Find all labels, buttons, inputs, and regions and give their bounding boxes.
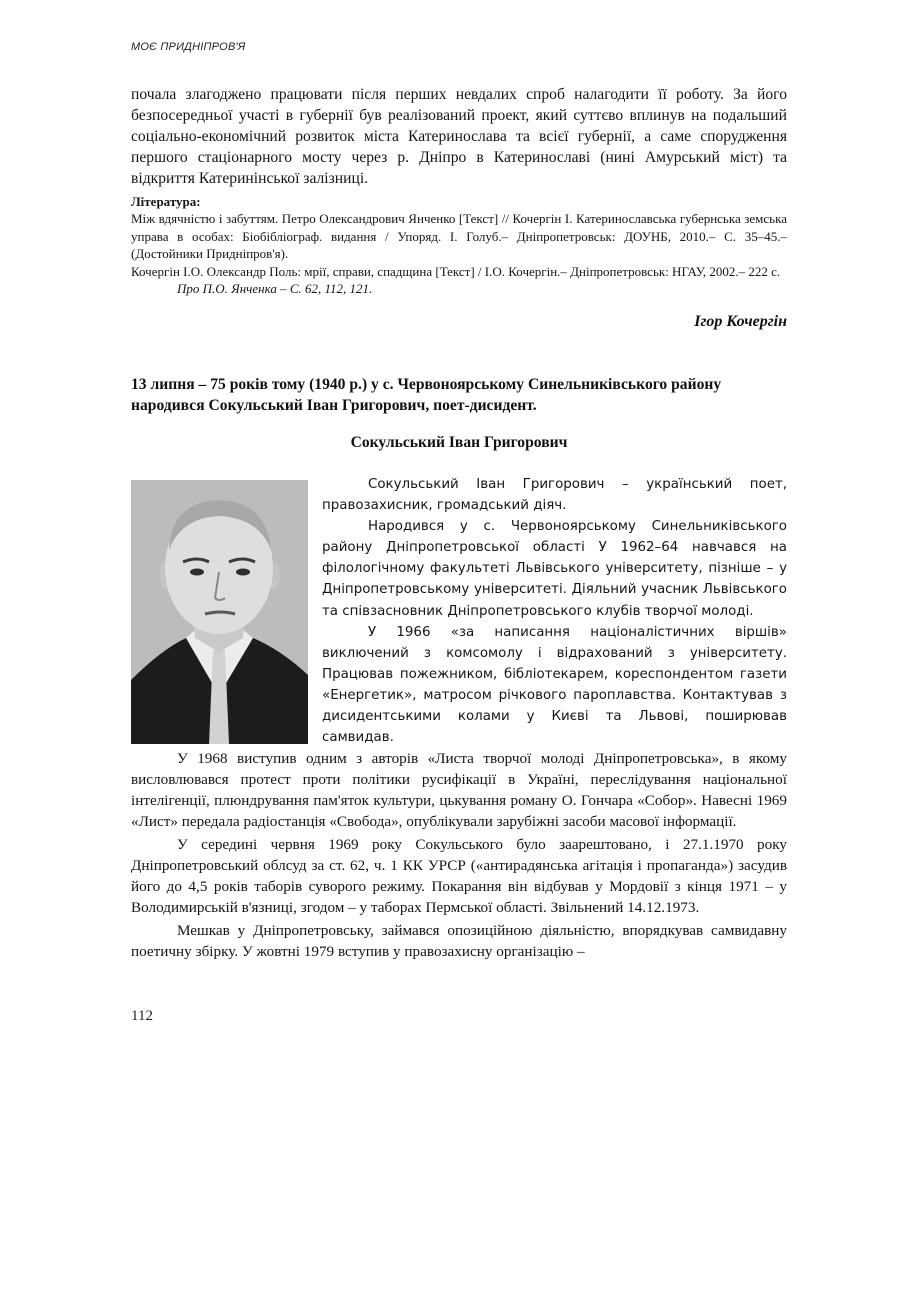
article-paragraph: Сокульський Іван Григорович – український поет, правозахисник, громадський діяч.: [322, 477, 787, 514]
literature-item: Кочергін І.О. Олександр Поль: мрії, справи, спадщина [Текст] / І.О. Кочергін.– Дніпропетровськ: НГАУ, 2002.– 222 с.: [131, 263, 781, 279]
literature-section: [131, 193, 787, 297]
literature-note: Про П.О. Янченка – С. 62, 112, 121.: [177, 281, 373, 297]
article-paragraph: Мешкав у Дніпропетровську, займався опозиційною діяльністю, впорядкував самвидавну поетичну збірку. У жовтні 1979 вступив у правозахисну організацію –: [131, 922, 787, 960]
page-number: 112: [131, 1008, 153, 1024]
portrait-image-icon: [131, 480, 308, 744]
article-title: Сокульський Іван Григорович: [350, 434, 568, 451]
literature-heading: Література:: [131, 194, 201, 209]
intro-paragraph: почала злагоджено працювати після перших невдалих спроб налагодити її роботу. За його безпосередньої участі в губернії був реалізований проект, який суттєво вплинув на подальший соціально-економічний розвиток міста Катеринослава та всієї губернії, а саме спорудження першого стаціонарного мосту через р. Дніпро в Катеринославі (нині Амурський міст) та відкриття Катеринінської залізниці.: [131, 86, 787, 187]
running-header: МОЄ ПРИДНІПРОВ'Я: [131, 41, 246, 53]
article-paragraph: Народився у с. Червоноярському Синельниківського району Дніпропетровської області У 1962–64 навчався на філологічному факультеті Львівського університету, пізніше – у Дніпропетровському університеті. Діяльний учасник Львівського та співзасновник Дніпропетровського клубів творчої молоді.: [322, 519, 787, 619]
portrait-photo: [131, 480, 308, 744]
literature-item: Між вдячністю і забуттям. Петро Олександрович Янченко [Текст] // Кочергін І. Катеринославська губернська земська управа в особах: Біобібліограф. видання / Упоряд. І. Голуб.– Дніпропетровськ: ДОУНБ, 2010.– С. 35–45.– (Достойники Придніпров'я).: [131, 211, 787, 262]
article-paragraph: У середині червня 1969 року Сокульського було заарештовано, і 27.1.1970 року Дніпропетровський облсуд за ст. 62, ч. 1 КК УРСР («антирадянська агітація і пропаганда») засудив його до 4,5 років таборів суворого режиму. Покарання він відбував у Мордовії з кінця 1971 – у Володимирській в'язниці, згодом – у таборах Пермської області. Звільнений 14.12.1973.: [131, 836, 787, 916]
anniversary-heading: 13 липня – 75 років тому (1940 р.) у с. Червоноярському Синельниківського району народився Сокульський Іван Григорович, поет-дисидент.: [131, 376, 722, 414]
article-body: [131, 748, 787, 962]
article-side-text: [322, 474, 787, 748]
article-paragraph: У 1966 «за написання націоналістичних віршів» виключений з комсомолу і відрахований з університету. Працював пожежником, бібліотекарем, кореспондентом газети «Енергетик», матросом річкового пароплавства. Контактував з дисидентськими колами у Києві та Львові, поширював самвидав.: [322, 624, 787, 746]
article-paragraph: У 1968 виступив одним з авторів «Листа творчої молоді Дніпропетровська», в якому висловлювався протест проти політики русифікації в Україні, переслідування національної інтелігенції, плюндрування пам'яток культури, цькування роману О. Гончара «Собор». Навесні 1969 «Лист» передала радіостанція «Свобода», опублікували зарубіжні засоби масової інформації.: [131, 750, 787, 830]
author-signature: Ігор Кочергін: [694, 313, 787, 330]
